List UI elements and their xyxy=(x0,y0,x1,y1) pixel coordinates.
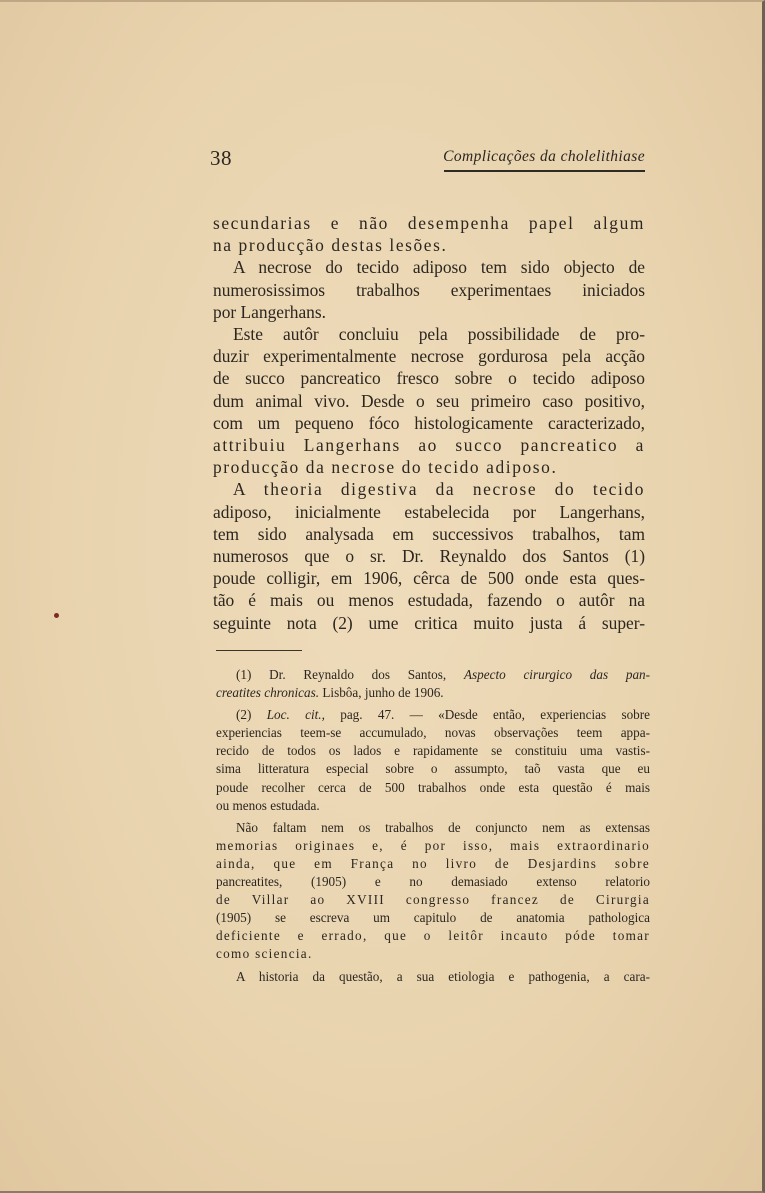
footnote-1-cont xyxy=(216,684,650,702)
footnote-work-title-cont: creatites chronicas. xyxy=(216,685,320,701)
footnote-line: pancreatites, (1905) e no demasiado extenso relatorio xyxy=(216,874,650,890)
footnote-line: sima litteratura especial sobre o assumpto, taõ vasta que eu xyxy=(216,761,650,777)
body-line: de succo pancreatico fresco sobre o tecido adiposo xyxy=(213,368,645,389)
body-line: tão é mais ou menos estudada, fazendo o autôr na xyxy=(213,590,645,611)
page-header xyxy=(210,146,645,176)
page-number: 38 xyxy=(210,146,232,170)
header-rule xyxy=(444,170,645,172)
footnote-loc-cit: Loc. cit., xyxy=(266,707,325,723)
footnote-1 xyxy=(216,666,650,684)
body-line: duzir experimentalmente necrose gordurosa pela acção xyxy=(213,346,645,367)
footnote-marker: (1) xyxy=(236,667,252,682)
footnote-imprint: Lisbôa, junho de 1906. xyxy=(322,685,444,701)
footnote-line: Não faltam nem os trabalhos de conjuncto nem as extensas xyxy=(236,819,650,835)
body-line: por Langerhans. xyxy=(213,301,326,322)
footnotes xyxy=(216,666,650,986)
footnote-text: pag. 47. — «Desde então, experiencias sobre xyxy=(340,707,651,723)
body-line: adiposo, inicialmente estabelecida por Langerhans, xyxy=(213,501,645,522)
footnote-line: poude recolher cerca de 500 trabalhos onde esta questão é mais xyxy=(216,779,650,795)
body-line: seguinte nota (2) ume critica muito justa á super- xyxy=(213,612,645,633)
footnote-line: recido de todos os lados e rapidamente se constituiu uma vastis- xyxy=(216,743,650,759)
body-line: com um pequeno fóco histologicamente caracterizado, xyxy=(213,412,645,433)
ink-spot xyxy=(54,613,59,618)
footnote-line: memorias originaes e, é por isso, mais extraordinario xyxy=(216,837,650,853)
footnote-line: (1905) se escreva um capitulo de anatomia pathologica xyxy=(216,910,650,926)
body-line: A theoria digestiva da necrose do tecido xyxy=(233,479,645,500)
body-line: A necrose do tecido adiposo tem sido objecto de xyxy=(233,257,645,278)
footnote-line: ainda, que em França no livro de Desjardins sobre xyxy=(216,855,650,871)
body-line: secundarias e não desempenha papel algum xyxy=(213,213,645,233)
body-line: numerosos que o sr. Dr. Reynaldo dos Santos (1) xyxy=(213,546,645,567)
footnote-marker: (2) xyxy=(236,707,252,723)
body-line: na producção destas lesões. xyxy=(213,235,448,256)
body-line: Este autôr concluiu pela possibilidade de pro- xyxy=(233,324,645,345)
footnote-line: deficiente e errado, que o leitôr incauto póde tomar xyxy=(216,928,650,944)
body-line: tem sido analysada em successivos trabalhos, tam xyxy=(213,523,645,544)
footnote-line: de Villar ao XVIII congresso francez de Cirurgia xyxy=(216,892,650,908)
footnote-2 xyxy=(216,706,650,724)
body-line: attribuiu Langerhans ao succo pancreatico a xyxy=(213,435,645,456)
body-line: numerosissimos trabalhos experimentaes iniciados xyxy=(213,279,645,300)
footnote-rule xyxy=(216,650,302,651)
body-text xyxy=(213,212,645,634)
footnote-line: experiencias teem-se accumulado, novas observações teem appa- xyxy=(216,725,650,741)
footnote-work-title: Aspecto cirurgico das pan- xyxy=(463,667,651,682)
running-title: Complicações da cholelithiase xyxy=(443,148,645,165)
footnote-line: A historia da questão, a sua etiologia e pathogenia, a cara- xyxy=(236,968,650,984)
footnote-author: Dr. Reynaldo dos Santos, xyxy=(269,667,447,682)
body-line: dum animal vivo. Desde o seu primeiro caso positivo, xyxy=(213,390,645,411)
footnote-line: como sciencia. xyxy=(216,946,313,962)
body-line: poude colligir, em 1906, cêrca de 500 onde esta ques- xyxy=(213,568,645,589)
footnote-line: ou menos estudada. xyxy=(216,797,320,813)
body-line: producção da necrose do tecido adiposo. xyxy=(213,457,558,478)
